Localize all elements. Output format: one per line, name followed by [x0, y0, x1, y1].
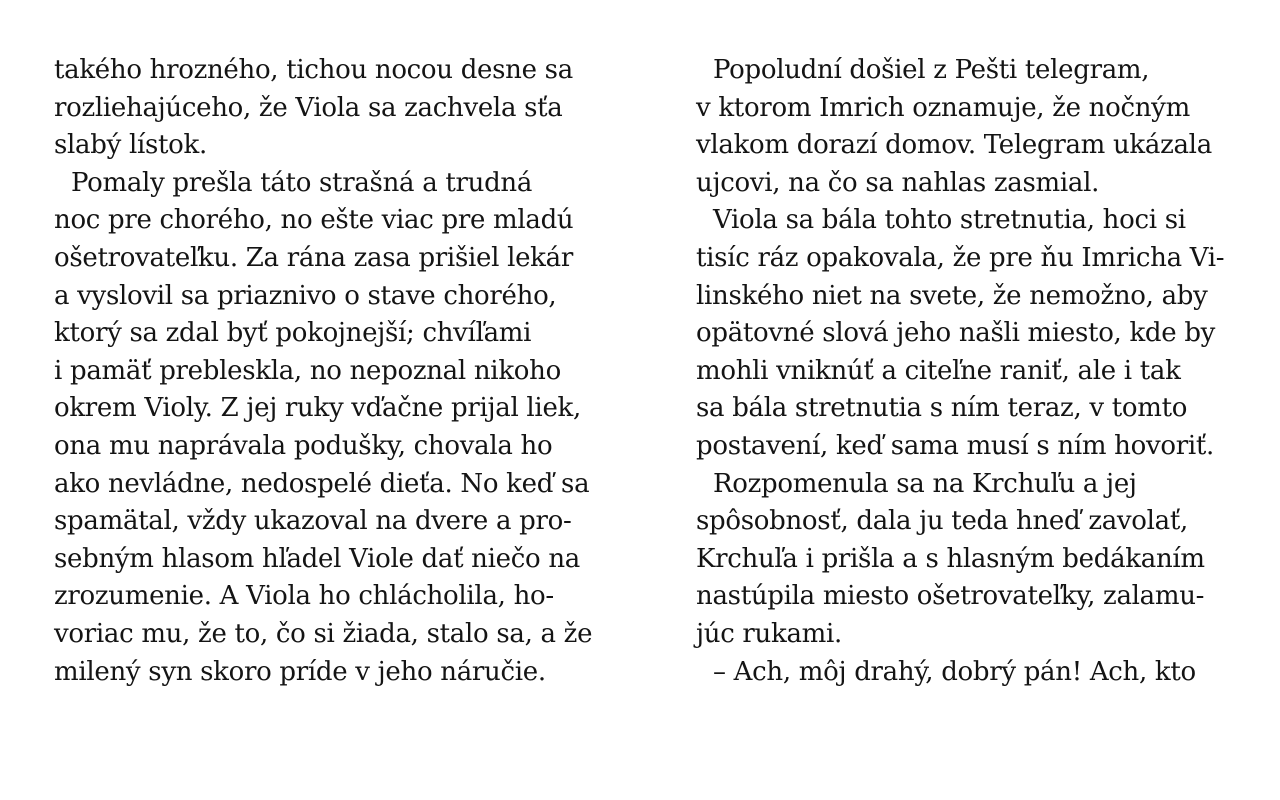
text-line: ona mu naprávala podušky, chovala ho [54, 430, 553, 461]
text-line: Viola sa bála tohto stretnutia, hoci si [713, 205, 1186, 236]
text-line: spôsobnosť, dala ju teda hneď zavolať, [696, 506, 1188, 537]
text-line: noc pre chorého, no ešte viac pre mladú [54, 205, 574, 236]
text-line: zrozumenie. A Viola ho chlácholila, ho- [54, 581, 554, 612]
text-line: voriac mu, že to, čo si žiada, stalo sa, a že [54, 618, 593, 649]
text-line: nastúpila miesto ošetrovateľky, zalamu- [696, 581, 1205, 612]
text-line: a vyslovil sa priaznivo o stave chorého, [54, 280, 557, 311]
text-line: rozliehajúceho, že Viola sa zachvela sťa [54, 92, 563, 123]
text-line: tisíc ráz opakovala, že pre ňu Imricha Vi- [696, 242, 1225, 273]
text-line: júc rukami. [696, 618, 842, 649]
text-line: opätovné slová jeho našli miesto, kde by [696, 318, 1216, 349]
text-line: ktorý sa zdal byť pokojnejší; chvíľami [54, 318, 532, 349]
text-line: sebným hlasom hľadel Viole dať niečo na [54, 543, 580, 574]
text-line: spamätal, vždy ukazoval na dvere a pro- [54, 506, 572, 537]
text-line: postavení, keď sama musí s ním hovoriť. [696, 430, 1214, 461]
text-line: milený syn skoro príde v jeho náručie. [54, 656, 546, 687]
text-line: mohli vniknúť a citeľne raniť, ale i tak [696, 355, 1181, 386]
text-line: Popoludní došiel z Pešti telegram, [713, 55, 1150, 85]
text-line: slabý lístok. [54, 130, 207, 161]
text-line: ujcovi, na čo sa nahlas zasmial. [696, 167, 1100, 198]
text-line: – Ach, môj drahý, dobrý pán! Ach, kto [713, 656, 1196, 687]
text-line: ako nevládne, nedospelé dieťa. No keď sa [54, 468, 590, 499]
text-line: Krchuľa i prišla a s hlasným bedákaním [696, 543, 1205, 574]
text-line: linského niet na svete, že nemožno, aby [696, 280, 1208, 311]
right-text-column [696, 52, 1236, 691]
left-text-column [54, 52, 614, 691]
text-line: vlakom dorazí domov. Telegram ukázala [696, 130, 1212, 161]
text-line: v ktorom Imrich oznamuje, že nočným [696, 92, 1190, 123]
text-line: Rozpomenula sa na Krchuľu a jej [713, 468, 1137, 499]
text-line: i pamäť prebleskla, no nepoznal nikoho [54, 355, 561, 386]
text-line: takého hrozného, tichou nocou desne sa [54, 55, 573, 85]
text-line: ošetrovateľku. Za rána zasa prišiel lekár [54, 242, 573, 273]
text-line: Pomaly prešla táto strašná a trudná [71, 167, 533, 198]
text-line: sa bála stretnutia s ním teraz, v tomto [696, 393, 1188, 424]
text-line: okrem Violy. Z jej ruky vďačne prijal liek, [54, 393, 581, 424]
